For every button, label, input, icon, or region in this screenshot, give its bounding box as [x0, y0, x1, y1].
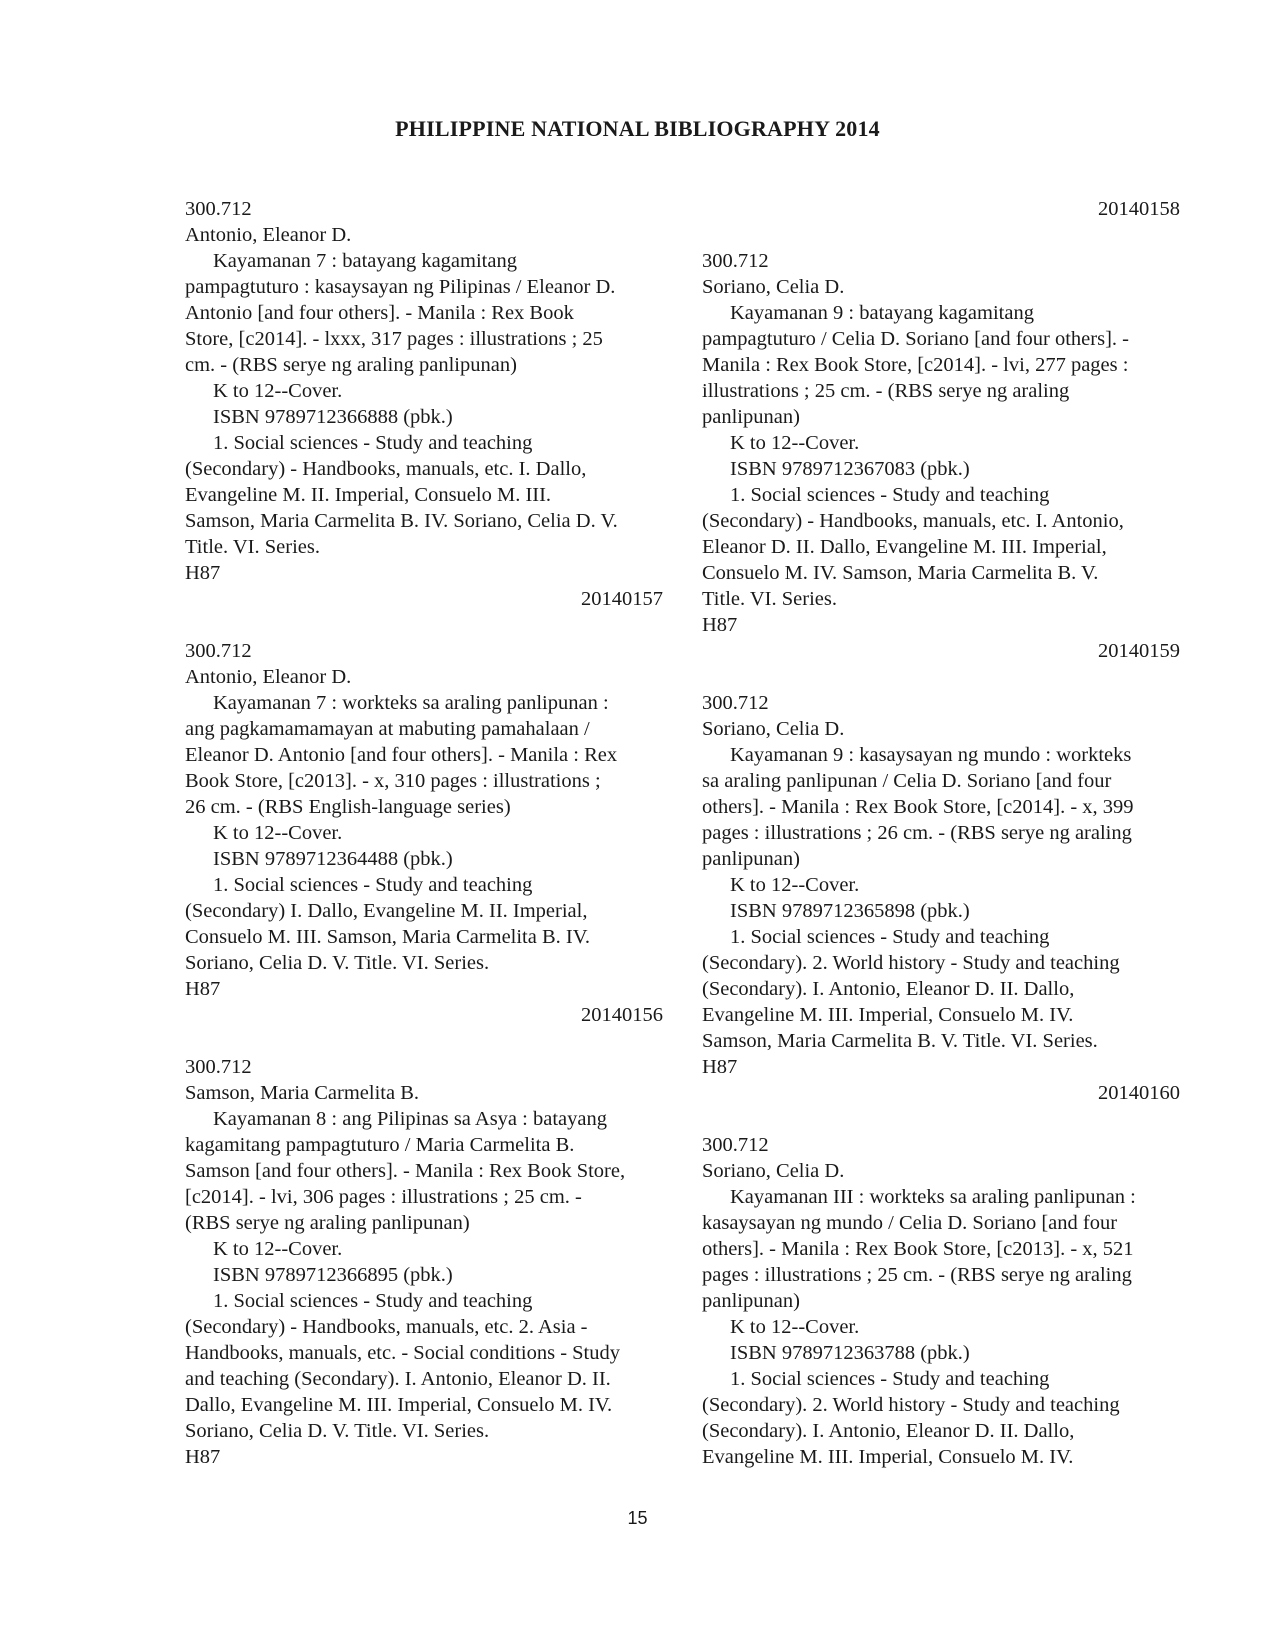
text-line: panlipunan) — [702, 406, 800, 428]
text-line-indented: K to 12--Cover. — [213, 380, 343, 402]
text-line: Evangeline M. II. Imperial, Consuelo M. III. — [185, 484, 552, 506]
text-line: kasaysayan ng mundo / Celia D. Soriano [and four — [702, 1212, 1118, 1234]
text-line: Title. VI. Series. — [702, 588, 837, 610]
text-line: Samson, Maria Carmelita B. IV. Soriano, Celia D. V. — [185, 510, 618, 532]
text-line: (Secondary). I. Antonio, Eleanor D. II. Dallo, — [702, 978, 1075, 1000]
text-line: 300.712 — [185, 198, 252, 220]
text-line: Samson, Maria Carmelita B. — [185, 1082, 419, 1104]
text-line-indented: K to 12--Cover. — [730, 1316, 860, 1338]
text-line: Samson [and four others]. - Manila : Rex Book Store, — [185, 1160, 626, 1182]
entry-spacer — [702, 222, 1180, 248]
text-line: Consuelo M. III. Samson, Maria Carmelita B. IV. — [185, 926, 591, 948]
record-number: 20140157 — [581, 588, 663, 610]
text-line: 300.712 — [185, 640, 252, 662]
text-line-indented: ISBN 9789712366888 (pbk.) — [213, 406, 453, 428]
text-line: pages : illustrations ; 26 cm. - (RBS serye ng araling — [702, 822, 1132, 844]
text-line: sa araling panlipunan / Celia D. Soriano [and four — [702, 770, 1112, 792]
text-line: Evangeline M. III. Imperial, Consuelo M. IV. — [702, 1004, 1074, 1026]
text-line-indented: Kayamanan III : workteks sa araling panlipunan : — [730, 1186, 1136, 1208]
text-line: H87 — [702, 1056, 738, 1078]
text-line: Soriano, Celia D. — [702, 276, 845, 298]
entry-spacer — [185, 1028, 663, 1054]
text-line-indented: Kayamanan 8 : ang Pilipinas sa Asya : batayang — [213, 1108, 607, 1130]
text-line: Book Store, [c2013]. - x, 310 pages : illustrations ; — [185, 770, 601, 792]
text-line-indented: K to 12--Cover. — [213, 1238, 343, 1260]
text-line: Antonio, Eleanor D. — [185, 224, 352, 246]
right-column — [702, 196, 1180, 1470]
record-number: 20140159 — [1098, 640, 1180, 662]
text-line: Soriano, Celia D. V. Title. VI. Series. — [185, 952, 490, 974]
text-line: Soriano, Celia D. V. Title. VI. Series. — [185, 1420, 490, 1442]
text-line: panlipunan) — [702, 1290, 800, 1312]
entry-spacer — [702, 1106, 1180, 1132]
text-line: panlipunan) — [702, 848, 800, 870]
entry-spacer — [702, 664, 1180, 690]
text-line: 300.712 — [702, 1134, 769, 1156]
text-line-indented: Kayamanan 7 : workteks sa araling panlipunan : — [213, 692, 609, 714]
text-line-indented: ISBN 9789712367083 (pbk.) — [730, 458, 970, 480]
text-line: and teaching (Secondary). I. Antonio, Eleanor D. II. — [185, 1368, 611, 1390]
text-line: illustrations ; 25 cm. - (RBS serye ng araling — [702, 380, 1070, 402]
text-line: Store, [c2014]. - lxxx, 317 pages : illustrations ; 25 — [185, 328, 603, 350]
text-line: (Secondary) - Handbooks, manuals, etc. I. Dallo, — [185, 458, 587, 480]
text-line: Evangeline M. III. Imperial, Consuelo M. IV. — [702, 1446, 1074, 1468]
text-line: Title. VI. Series. — [185, 536, 320, 558]
text-line: 300.712 — [702, 250, 769, 272]
text-line-indented: Kayamanan 9 : batayang kagamitang — [730, 302, 1034, 324]
text-line: Antonio [and four others]. - Manila : Rex Book — [185, 302, 574, 324]
text-line-indented: Kayamanan 9 : kasaysayan ng mundo : workteks — [730, 744, 1132, 766]
text-line: H87 — [185, 1446, 221, 1468]
text-line-indented: ISBN 9789712363788 (pbk.) — [730, 1342, 970, 1364]
text-line: 300.712 — [185, 1056, 252, 1078]
text-line: H87 — [185, 562, 221, 584]
text-line: Antonio, Eleanor D. — [185, 666, 352, 688]
text-line: [c2014]. - lvi, 306 pages : illustrations ; 25 cm. - — [185, 1186, 582, 1208]
text-line: ang pagkamamamayan at mabuting pamahalaan / — [185, 718, 590, 740]
text-line: Consuelo M. IV. Samson, Maria Carmelita B. V. — [702, 562, 1099, 584]
text-line: (Secondary). I. Antonio, Eleanor D. II. Dallo, — [702, 1420, 1075, 1442]
text-line: others]. - Manila : Rex Book Store, [c2013]. - x, 521 — [702, 1238, 1134, 1260]
text-line: 300.712 — [702, 692, 769, 714]
text-line-indented: ISBN 9789712365898 (pbk.) — [730, 900, 970, 922]
record-number: 20140158 — [1098, 198, 1180, 220]
text-line-indented: Kayamanan 7 : batayang kagamitang — [213, 250, 517, 272]
text-line: Handbooks, manuals, etc. - Social conditions - Study — [185, 1342, 620, 1364]
text-line-indented: 1. Social sciences - Study and teaching — [213, 1290, 533, 1312]
text-line: 26 cm. - (RBS English-language series) — [185, 796, 511, 818]
text-line-indented: 1. Social sciences - Study and teaching — [213, 874, 533, 896]
page-title: PHILIPPINE NATIONAL BIBLIOGRAPHY 2014 — [395, 116, 880, 141]
text-line: Eleanor D. II. Dallo, Evangeline M. III. Imperial, — [702, 536, 1107, 558]
text-line-indented: K to 12--Cover. — [730, 432, 860, 454]
text-line: (Secondary) - Handbooks, manuals, etc. I. Antonio, — [702, 510, 1124, 532]
text-line: pampagtuturo : kasaysayan ng Pilipinas / Eleanor D. — [185, 276, 616, 298]
text-line: (Secondary) I. Dallo, Evangeline M. II. Imperial, — [185, 900, 588, 922]
text-line: Manila : Rex Book Store, [c2014]. - lvi, 277 pages : — [702, 354, 1129, 376]
page-number: 15 — [627, 1508, 648, 1528]
text-line: H87 — [185, 978, 221, 1000]
text-line-indented: K to 12--Cover. — [213, 822, 343, 844]
text-line: (Secondary). 2. World history - Study and teaching — [702, 952, 1120, 974]
text-line: Eleanor D. Antonio [and four others]. - Manila : Rex — [185, 744, 618, 766]
text-line: (Secondary) - Handbooks, manuals, etc. 2. Asia - — [185, 1316, 588, 1338]
text-line: pampagtuturo / Celia D. Soriano [and four others]. - — [702, 328, 1129, 350]
text-line: Samson, Maria Carmelita B. V. Title. VI. Series. — [702, 1030, 1098, 1052]
text-line-indented: 1. Social sciences - Study and teaching — [730, 926, 1050, 948]
text-line: cm. - (RBS serye ng araling panlipunan) — [185, 354, 517, 376]
text-line: kagamitang pampagtuturo / Maria Carmelita B. — [185, 1134, 575, 1156]
text-line: others]. - Manila : Rex Book Store, [c2014]. - x, 399 — [702, 796, 1134, 818]
text-line-indented: ISBN 9789712364488 (pbk.) — [213, 848, 453, 870]
text-line: Soriano, Celia D. — [702, 718, 845, 740]
entry-spacer — [185, 612, 663, 638]
text-line: H87 — [702, 614, 738, 636]
text-line: (RBS serye ng araling panlipunan) — [185, 1212, 470, 1234]
record-number: 20140156 — [581, 1004, 663, 1026]
text-line: Dallo, Evangeline M. III. Imperial, Consuelo M. IV. — [185, 1394, 613, 1416]
text-line-indented: K to 12--Cover. — [730, 874, 860, 896]
text-line: (Secondary). 2. World history - Study and teaching — [702, 1394, 1120, 1416]
text-line: Soriano, Celia D. — [702, 1160, 845, 1182]
text-line-indented: 1. Social sciences - Study and teaching — [730, 1368, 1050, 1390]
text-line-indented: 1. Social sciences - Study and teaching — [730, 484, 1050, 506]
left-column — [185, 196, 663, 1470]
text-line-indented: ISBN 9789712366895 (pbk.) — [213, 1264, 453, 1286]
record-number: 20140160 — [1098, 1082, 1180, 1104]
text-line: pages : illustrations ; 25 cm. - (RBS serye ng araling — [702, 1264, 1132, 1286]
text-line-indented: 1. Social sciences - Study and teaching — [213, 432, 533, 454]
